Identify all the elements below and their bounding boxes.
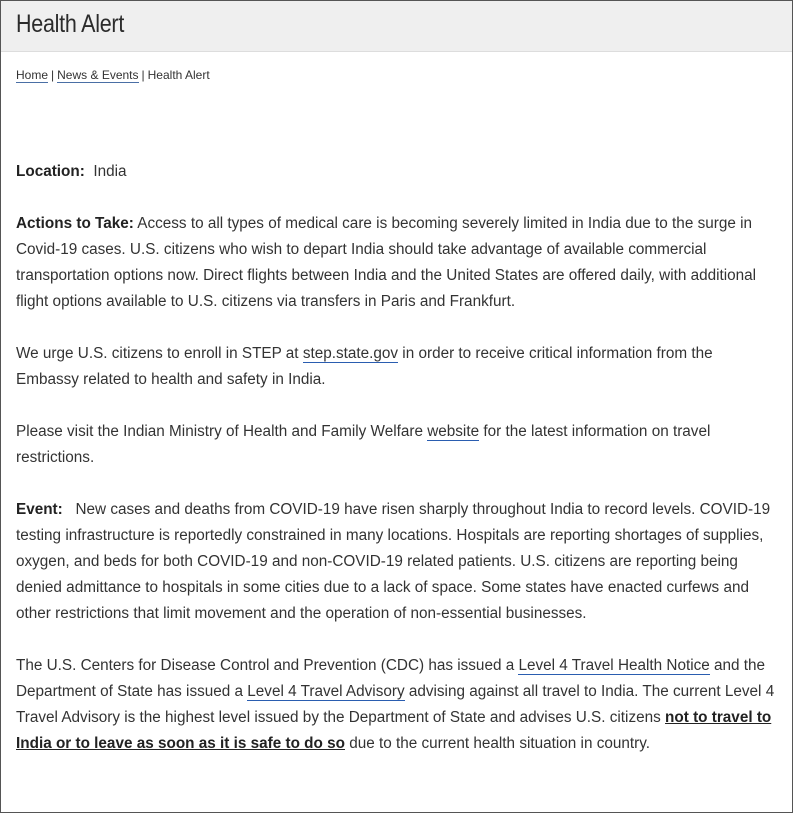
ministry-website-link[interactable]: website [427,423,480,440]
breadcrumb-current: Health Alert [147,68,210,82]
step-text-before: We urge U.S. citizens to enroll in STEP at [16,345,303,362]
travel-advisory-link[interactable]: Level 4 Travel Advisory [247,683,405,700]
step-link[interactable]: step.state.gov [302,345,399,362]
actions-text: Access to all types of medical care is becoming severely limited in India due to the surge in Covid-19 cases. U.S. citizens who wish to depart India should take advantage of available commercial transportation options now. Direct flights between India and the United States are offered daily, with additional flight options available to U.S. citizens via transfers in Paris and Frankfurt. [16,215,757,310]
breadcrumb-separator: | [141,68,145,82]
ministry-paragraph [16,419,776,471]
cdc-text-3: advising against all travel to India. The current Level 4 Travel Advisory is the highest level issued by the Department of State and advises U.S. citizens [16,683,775,726]
actions-label: Actions to Take: [16,215,134,232]
breadcrumb [16,68,210,82]
step-paragraph [16,341,776,393]
cdc-text-4: due to the current health situation in country. [344,735,650,752]
ministry-text-after: for the latest information on travel restrictions. [16,423,711,466]
event-text: New cases and deaths from COVID-19 have risen sharply throughout India to record levels. COVID-19 testing infrastructure is reportedly constrained in many locations. Hospitals are reporting shortages of supplies, oxygen, and beds for both COVID-19 and non-COVID-19 related patients. U.S. citizens are reporting being denied admittance to hospitals in some cities due to a lack of space. Some states have enacted curfews and other restrictions that limit movement and the operation of non-essential businesses. [16,501,771,622]
cdc-text-1: The U.S. Centers for Disease Control and Prevention (CDC) has issued a [16,657,519,674]
cdc-text-2: and the Department of State has issued a [16,657,766,700]
event-paragraph [16,497,776,627]
step-text-after: in order to receive critical information from the Embassy related to health and safety in India. [16,345,713,388]
breadcrumb-separator: | [51,68,55,82]
breadcrumb-home-link[interactable]: Home [16,68,49,82]
page-title: Health Alert [16,10,125,38]
event-label: Event: [16,501,63,518]
travel-health-notice-link[interactable]: Level 4 Travel Health Notice [518,657,710,674]
location-paragraph [16,159,776,185]
location-label: Location: [16,163,85,180]
cdc-emphasis: not to travel to India or to leave as soon as it is safe to do so [16,709,772,752]
actions-paragraph [16,211,776,315]
ministry-text-before: Please visit the Indian Ministry of Health and Family Welfare [16,423,428,440]
page-header [1,1,792,52]
breadcrumb-news-events-link[interactable]: News & Events [57,68,139,82]
location-value: India [93,163,127,180]
alert-content [16,159,776,783]
cdc-paragraph [16,653,776,757]
